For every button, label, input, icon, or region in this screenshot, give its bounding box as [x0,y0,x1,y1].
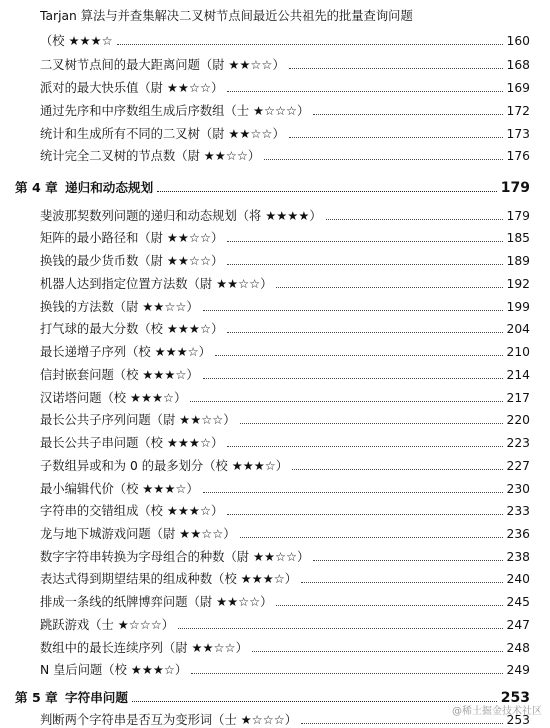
toc-entry-title: 最长公共子串问题（校 ★★★☆） [40,436,224,450]
toc-entry[interactable] [40,522,530,542]
toc-entry-page: 192 [506,277,530,291]
toc-entry-title: 汉诺塔问题（校 ★★★☆） [40,391,187,405]
toc-entry-title: 斐波那契数列问题的递归和动态规划（将 ★★★★） [40,209,322,223]
toc-entry-page: 189 [506,254,530,268]
toc-entry-page: 179 [506,209,530,223]
toc-entry[interactable] [40,386,530,406]
toc-entry[interactable] [40,545,530,565]
toc-entry[interactable] [40,204,530,224]
toc-entry-page: 247 [506,618,530,632]
leader-dots [326,218,503,220]
toc-entry-title: 最长公共子序列问题（尉 ★★☆☆） [40,413,236,427]
leader-dots [117,43,503,45]
toc-entry-title: 机器人达到指定位置方法数（尉 ★★☆☆） [40,277,273,291]
toc-entry-title: （校 ★★★☆ [40,34,113,48]
toc-entry-page: 227 [506,459,530,473]
leader-dots [157,190,497,192]
leader-dots [203,309,503,311]
chapter-number: 第 5 章 [15,690,58,705]
leader-dots [132,700,497,702]
toc-entry-title: 排成一条线的纸牌博弈问题（尉 ★★☆☆） [40,595,273,609]
toc-entry-page: 223 [506,436,530,450]
leader-dots [276,604,502,606]
leader-dots [301,581,502,583]
leader-dots [227,513,502,515]
leader-dots [203,377,503,379]
toc-entry-page: 240 [506,572,530,586]
toc-entry-title: 换钱的最少货币数（尉 ★★☆☆） [40,254,224,268]
toc-entry-page: 248 [506,641,530,655]
toc-entry-title: 字符串的交错组成（校 ★★★☆） [40,504,224,518]
toc-entry-page: 236 [506,527,530,541]
toc-entry[interactable] [40,499,530,519]
toc-entry-title: 最小编辑代价（校 ★★★☆） [40,482,199,496]
toc-entry[interactable] [40,454,530,474]
leader-dots [227,263,502,265]
toc-entry-title: Tarjan 算法与并查集解决二叉树节点间最近公共祖先的批量查询问题 [40,9,413,23]
toc-entry[interactable] [40,53,530,73]
toc-entry-page: 204 [506,322,530,336]
leader-dots [276,286,502,288]
toc-entry[interactable] [40,29,530,49]
toc-entry-title: 信封嵌套问题（校 ★★★☆） [40,368,199,382]
toc-entry-page: 185 [506,231,530,245]
leader-dots [178,627,502,629]
toc-entry-title: 派对的最大快乐值（尉 ★★☆☆） [40,81,224,95]
chapter-title: 递归和动态规划 [65,180,154,195]
toc-entry[interactable] [40,99,530,119]
toc-entry[interactable] [40,122,530,142]
toc-entry-title: 打气球的最大分数（校 ★★★☆） [40,322,224,336]
leader-dots [227,331,502,333]
toc-entry-page: 230 [506,482,530,496]
toc-entry[interactable] [40,431,530,451]
toc-entry[interactable] [40,636,530,656]
toc-entry[interactable] [40,76,530,96]
chapter-heading-title [15,180,153,196]
toc-entry-page: 176 [506,149,530,163]
toc-entry-page: 238 [506,550,530,564]
leader-dots [227,90,502,92]
toc-entry-title: 矩阵的最小路径和（尉 ★★☆☆） [40,231,224,245]
toc-entry[interactable] [40,340,530,360]
toc-entry[interactable] [40,249,530,269]
toc-entry-page: 168 [506,58,530,72]
toc-entry-title: 最长递增子序列（校 ★★★☆） [40,345,211,359]
toc-entry-page: 172 [506,104,530,118]
leader-dots [301,722,502,724]
toc-entry-title: 数组中的最长连续序列（尉 ★★☆☆） [40,641,248,655]
toc-entry-title: 数字字符串转换为字母组合的种数（尉 ★★☆☆） [40,550,310,564]
toc-entry-page: 245 [506,595,530,609]
chapter-page: 253 [500,690,530,706]
toc-entry-page: 169 [506,81,530,95]
toc-entry[interactable] [40,272,530,292]
toc-entry[interactable] [40,4,530,24]
leader-dots [289,67,503,69]
watermark: @稀土掘金技术社区 [452,706,542,717]
toc-entry-page: 173 [506,127,530,141]
toc-entry-page: 220 [506,413,530,427]
toc-entry[interactable] [40,590,530,610]
toc-entry-page: 214 [506,368,530,382]
leader-dots [203,491,503,493]
leader-dots [240,536,503,538]
leader-dots [252,650,503,652]
leader-dots [215,354,503,356]
leader-dots [313,113,502,115]
toc-entry-page: 217 [506,391,530,405]
toc-entry-title: 二叉树节点间的最大距离问题（尉 ★★☆☆） [40,58,285,72]
toc-entry-title: 判断两个字符串是否互为变形词（士 ★☆☆☆） [40,713,298,727]
toc-entry[interactable] [40,658,530,678]
chapter-heading-title [15,690,128,706]
toc-entry[interactable] [40,408,530,428]
toc-entry-page: 199 [506,300,530,314]
leader-dots [227,240,502,242]
toc-entry[interactable] [40,613,530,633]
toc-entry[interactable] [40,363,530,383]
toc-entry-page: 253 [506,713,530,727]
chapter-number: 第 4 章 [15,180,58,195]
toc-entry-title: 跳跃游戏（士 ★☆☆☆） [40,618,175,632]
toc-entry-title: 表达式得到期望结果的组成种数（校 ★★★☆） [40,572,298,586]
leader-dots [292,468,502,470]
chapter-heading[interactable] [15,176,530,196]
toc-entry-page: 210 [506,345,530,359]
toc-entry-page: 249 [506,663,530,677]
leader-dots [264,158,502,160]
leader-dots [240,422,503,424]
toc-entry-title: 统计完全二叉树的节点数（尉 ★★☆☆） [40,149,261,163]
chapter-page: 179 [500,180,530,196]
toc-entry-title: N 皇后问题（校 ★★★☆） [40,663,188,677]
leader-dots [289,136,503,138]
toc-entry-title: 换钱的方法数（尉 ★★☆☆） [40,300,199,314]
toc-entry-page: 160 [506,34,530,48]
toc-entry[interactable] [40,226,530,246]
leader-dots [191,672,502,674]
leader-dots [190,400,502,402]
leader-dots [313,559,502,561]
toc-entry-title: 统计和生成所有不同的二叉树（尉 ★★☆☆） [40,127,285,141]
leader-dots [227,445,502,447]
toc-entry-title: 子数组异或和为 0 的最多划分（校 ★★★☆） [40,459,289,473]
toc-entry[interactable] [40,317,530,337]
toc-entry[interactable] [40,567,530,587]
toc-entry[interactable] [40,477,530,497]
chapter-title: 字符串问题 [65,690,128,705]
toc-entry[interactable] [40,295,530,315]
toc-entry-page: 233 [506,504,530,518]
toc-entry[interactable] [40,144,530,164]
toc-entry-title: 龙与地下城游戏问题（尉 ★★☆☆） [40,527,236,541]
toc-entry-title: 通过先序和中序数组生成后序数组（士 ★☆☆☆） [40,104,310,118]
